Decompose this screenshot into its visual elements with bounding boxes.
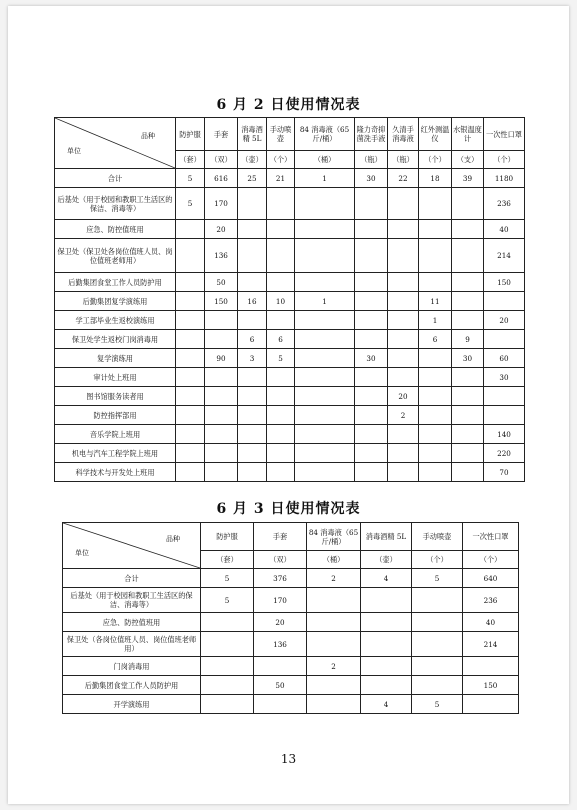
table-row [55, 463, 525, 482]
table-cell [295, 463, 355, 482]
table-cell [238, 444, 267, 463]
table-cell [201, 657, 254, 676]
table-cell: 2 [307, 569, 361, 588]
table-cell [295, 387, 355, 406]
table-cell [307, 676, 361, 695]
table-cell: 5 [176, 169, 205, 188]
table-cell [238, 220, 267, 239]
table-cell [419, 239, 452, 273]
table-row [55, 188, 525, 220]
table-cell: 140 [484, 425, 525, 444]
table-row [55, 311, 525, 330]
table-cell [205, 311, 238, 330]
table-cell: 1 [295, 292, 355, 311]
table-cell [355, 220, 388, 239]
table-cell: 70 [484, 463, 525, 482]
row-label: 开学演练用 [63, 695, 201, 714]
table-cell [205, 368, 238, 387]
table-cell [388, 273, 419, 292]
table-cell: 39 [452, 169, 484, 188]
row-label: 复学演练用 [55, 349, 176, 368]
table-cell [307, 588, 361, 613]
row-label: 后勤集团复学演练用 [55, 292, 176, 311]
table-cell: 6 [419, 330, 452, 349]
table-cell [205, 387, 238, 406]
table1-header-unit: 单位 [67, 147, 81, 155]
table-cell [267, 463, 295, 482]
table1-unit-cell: （壶） [238, 151, 267, 169]
table-cell: 60 [484, 349, 525, 368]
table-cell [267, 406, 295, 425]
table1-header-item: 品种 [141, 132, 155, 140]
table2-column-header: 一次性口罩 [463, 523, 519, 551]
table2-header-item: 品种 [166, 535, 180, 543]
table-cell [412, 657, 463, 676]
row-label: 机电与汽车工程学院上班用 [55, 444, 176, 463]
row-label: 门岗消毒用 [63, 657, 201, 676]
table-cell: 150 [205, 292, 238, 311]
table-row [55, 239, 525, 273]
table-cell: 20 [388, 387, 419, 406]
table-cell [355, 292, 388, 311]
table-cell [205, 330, 238, 349]
table-cell [176, 239, 205, 273]
table-cell [361, 588, 412, 613]
table-cell [361, 657, 412, 676]
table2-unit-cell: （双） [254, 551, 307, 569]
table-cell [419, 425, 452, 444]
table1-header-row [55, 118, 525, 151]
table-cell [238, 387, 267, 406]
table-cell [267, 368, 295, 387]
table-cell [355, 444, 388, 463]
table-cell: 136 [205, 239, 238, 273]
table-cell [355, 239, 388, 273]
table-cell [176, 425, 205, 444]
table-cell [295, 349, 355, 368]
table-cell [419, 349, 452, 368]
table-row [55, 292, 525, 311]
table-cell [238, 463, 267, 482]
table-cell [238, 273, 267, 292]
table-cell: 4 [361, 695, 412, 714]
table-cell [238, 239, 267, 273]
table2-column-header: 84 消毒液（65 斤/桶） [307, 523, 361, 551]
table-cell: 150 [463, 676, 519, 695]
table1-unit-cell: （双） [205, 151, 238, 169]
table-cell [205, 406, 238, 425]
table-cell: 5 [267, 349, 295, 368]
table-cell: 1 [295, 169, 355, 188]
table-cell: 40 [463, 613, 519, 632]
table-cell [355, 387, 388, 406]
table-cell: 170 [254, 588, 307, 613]
table2-column-header: 防护服 [201, 523, 254, 551]
table-cell [201, 613, 254, 632]
table-cell: 30 [355, 169, 388, 188]
table1-unit-cell: （个） [419, 151, 452, 169]
table-cell: 11 [419, 292, 452, 311]
table-cell [355, 463, 388, 482]
table-cell: 1180 [484, 169, 525, 188]
table-cell [361, 613, 412, 632]
table-cell: 40 [484, 220, 525, 239]
table-cell [452, 406, 484, 425]
table-cell [452, 368, 484, 387]
table-cell [419, 406, 452, 425]
table2-header-unit: 单位 [75, 549, 89, 557]
table-row [55, 349, 525, 368]
table-cell: 18 [419, 169, 452, 188]
table-cell [388, 311, 419, 330]
row-label: 后勤集团食堂工作人员防护用 [63, 676, 201, 695]
table-cell: 5 [412, 569, 463, 588]
table-cell [238, 188, 267, 220]
table-cell [238, 425, 267, 444]
table-row [63, 695, 519, 714]
table-cell [355, 368, 388, 387]
table-cell [307, 613, 361, 632]
row-label: 图书馆服务读者用 [55, 387, 176, 406]
table-cell [176, 387, 205, 406]
table-cell: 20 [484, 311, 525, 330]
table-cell [176, 292, 205, 311]
table-cell [201, 632, 254, 657]
table1-unit-cell: （个） [484, 151, 525, 169]
table2-unit-cell: （套） [201, 551, 254, 569]
table-cell [361, 632, 412, 657]
table-cell [419, 188, 452, 220]
table-cell [388, 463, 419, 482]
table-cell: 21 [267, 169, 295, 188]
table-cell [388, 368, 419, 387]
table-row [55, 387, 525, 406]
table-cell: 616 [205, 169, 238, 188]
table-cell: 4 [361, 569, 412, 588]
table-cell [388, 188, 419, 220]
table-cell: 20 [254, 613, 307, 632]
table-cell [176, 330, 205, 349]
table-row [55, 220, 525, 239]
row-label: 后基处（用于校园和教职工生活区的保洁、消毒等） [63, 588, 201, 613]
table-cell [452, 425, 484, 444]
table1-unit-cell: （个） [267, 151, 295, 169]
table-cell [452, 188, 484, 220]
table-cell [463, 695, 519, 714]
table-cell [205, 425, 238, 444]
table-cell [388, 292, 419, 311]
table1-unit-cell: （套） [176, 151, 205, 169]
table1-unit-cell: （瓶） [355, 151, 388, 169]
table-cell: 9 [452, 330, 484, 349]
row-label: 音乐学院上班用 [55, 425, 176, 444]
table2-unit-cell: （壶） [361, 551, 412, 569]
table-cell [295, 188, 355, 220]
table-cell [388, 444, 419, 463]
table-cell: 50 [254, 676, 307, 695]
table-row [63, 613, 519, 632]
table-cell [484, 387, 525, 406]
table-cell [412, 676, 463, 695]
table-cell [355, 311, 388, 330]
table-cell: 2 [388, 406, 419, 425]
table-cell [419, 273, 452, 292]
table-cell [452, 220, 484, 239]
table-cell [254, 695, 307, 714]
table-cell [307, 632, 361, 657]
table-cell [254, 657, 307, 676]
table-cell [267, 444, 295, 463]
table2-unit-cell: （个） [463, 551, 519, 569]
table1-column-header: 手套 [205, 118, 238, 151]
table2-column-header: 消毒酒精 5L [361, 523, 412, 551]
usage-table-june-2 [54, 117, 525, 482]
table-cell: 50 [205, 273, 238, 292]
table-cell: 25 [238, 169, 267, 188]
table1-column-header: 隆力奇抑菌洗手液 [355, 118, 388, 151]
table1-unit-cell: （支） [452, 151, 484, 169]
row-label: 审计处上班用 [55, 368, 176, 387]
table-cell: 6 [238, 330, 267, 349]
table-row [55, 330, 525, 349]
table-cell [484, 406, 525, 425]
table-cell: 22 [388, 169, 419, 188]
table1-column-header: 消毒酒精 5L [238, 118, 267, 151]
table-cell [238, 406, 267, 425]
table1-column-header: 防护服 [176, 118, 205, 151]
row-label: 合计 [63, 569, 201, 588]
table-cell [267, 220, 295, 239]
usage-table-june-3 [62, 522, 519, 714]
table-cell [388, 425, 419, 444]
table-cell [452, 292, 484, 311]
table-cell [361, 676, 412, 695]
table-cell: 6 [267, 330, 295, 349]
table2-column-header: 手动喷壶 [412, 523, 463, 551]
table-cell [238, 368, 267, 387]
table-cell [388, 349, 419, 368]
row-label: 应急、防控值班用 [63, 613, 201, 632]
table-cell [388, 220, 419, 239]
table-cell [419, 387, 452, 406]
table-cell [176, 463, 205, 482]
table-cell [452, 273, 484, 292]
row-label: 保卫处（保卫处各岗位值班人员、岗位值班老师用） [55, 239, 176, 273]
table2-unit-cell: （桶） [307, 551, 361, 569]
table-cell [238, 311, 267, 330]
table-cell: 30 [355, 349, 388, 368]
table-row [55, 169, 525, 188]
table-cell: 16 [238, 292, 267, 311]
table-cell [355, 273, 388, 292]
table-cell [355, 188, 388, 220]
table-cell: 214 [484, 239, 525, 273]
table-cell: 136 [254, 632, 307, 657]
table2-title: 6 月 3 日使用情况表 [216, 501, 361, 517]
row-label: 应急、防控值班用 [55, 220, 176, 239]
table-cell [484, 292, 525, 311]
table-cell [388, 239, 419, 273]
table-cell [307, 695, 361, 714]
table-cell [295, 330, 355, 349]
table-row [63, 657, 519, 676]
table1-column-header: 手动喷壶 [267, 118, 295, 151]
table-cell: 236 [463, 588, 519, 613]
row-label: 合计 [55, 169, 176, 188]
table2-corner-cell [63, 523, 201, 569]
row-label: 学工部毕业生返校演练用 [55, 311, 176, 330]
table-cell [452, 444, 484, 463]
table-cell: 5 [201, 569, 254, 588]
table-cell [412, 632, 463, 657]
table-cell [295, 273, 355, 292]
table-cell: 170 [205, 188, 238, 220]
table-row [55, 368, 525, 387]
row-label: 后基处（用于校园和教职工生活区的保洁、消毒等） [55, 188, 176, 220]
table-cell: 220 [484, 444, 525, 463]
row-label: 科学技术与开发处上班用 [55, 463, 176, 482]
table2-unit-cell: （个） [412, 551, 463, 569]
table-cell [205, 444, 238, 463]
table-cell [205, 463, 238, 482]
table1-unit-cell: （瓶） [388, 151, 419, 169]
table-cell [176, 220, 205, 239]
table1-column-header: 一次性口罩 [484, 118, 525, 151]
table-cell: 1 [419, 311, 452, 330]
table-cell [176, 444, 205, 463]
row-label: 防控指挥部用 [55, 406, 176, 425]
table-cell: 20 [205, 220, 238, 239]
table-cell [267, 425, 295, 444]
row-label: 保卫处学生返校门岗消毒用 [55, 330, 176, 349]
table-cell: 30 [484, 368, 525, 387]
table-cell [176, 406, 205, 425]
table-cell [412, 613, 463, 632]
table-cell: 5 [412, 695, 463, 714]
table-cell [295, 311, 355, 330]
table-cell [355, 330, 388, 349]
table-cell: 214 [463, 632, 519, 657]
table-cell: 640 [463, 569, 519, 588]
table-cell: 5 [176, 188, 205, 220]
table-row [55, 273, 525, 292]
table-cell [412, 588, 463, 613]
table-cell [176, 349, 205, 368]
table-cell: 2 [307, 657, 361, 676]
table1-corner-cell [55, 118, 176, 169]
table-cell [201, 695, 254, 714]
table-row [55, 425, 525, 444]
table-cell [295, 239, 355, 273]
table-cell [452, 311, 484, 330]
table-cell: 5 [201, 588, 254, 613]
table-cell [295, 368, 355, 387]
table-cell [267, 387, 295, 406]
table-cell [295, 444, 355, 463]
table-row [63, 676, 519, 695]
row-label: 后勤集团食堂工作人员防护用 [55, 273, 176, 292]
table-cell [267, 188, 295, 220]
table-cell [267, 239, 295, 273]
table-cell: 10 [267, 292, 295, 311]
table-cell [295, 220, 355, 239]
table1-title: 6 月 2 日使用情况表 [216, 97, 361, 113]
table-cell [355, 425, 388, 444]
table-cell [176, 368, 205, 387]
table2-column-header: 手套 [254, 523, 307, 551]
table-cell [419, 463, 452, 482]
table-cell: 236 [484, 188, 525, 220]
table-cell [267, 311, 295, 330]
table-cell [355, 406, 388, 425]
table-cell [463, 657, 519, 676]
table-cell [176, 273, 205, 292]
table-cell [201, 676, 254, 695]
table-cell: 376 [254, 569, 307, 588]
table-cell [419, 444, 452, 463]
table-cell: 30 [452, 349, 484, 368]
table-cell [452, 463, 484, 482]
table-cell: 150 [484, 273, 525, 292]
table-cell [452, 387, 484, 406]
table-cell [388, 330, 419, 349]
table-cell [295, 406, 355, 425]
table-cell [484, 330, 525, 349]
table1-column-header: 水银温度计 [452, 118, 484, 151]
table-cell [295, 425, 355, 444]
table-cell [452, 239, 484, 273]
table-row [55, 406, 525, 425]
table-cell [267, 273, 295, 292]
table-row [55, 444, 525, 463]
table-row [63, 569, 519, 588]
table-cell: 90 [205, 349, 238, 368]
table1-column-header: 久清手消毒液 [388, 118, 419, 151]
table-cell [419, 220, 452, 239]
table-cell [176, 311, 205, 330]
table-row [63, 632, 519, 657]
page-number: 13 [280, 752, 297, 766]
table-row [63, 588, 519, 613]
row-label: 保卫处（各岗位值班人员、岗位值班老师用） [63, 632, 201, 657]
table1-column-header: 红外测温仪 [419, 118, 452, 151]
table1-column-header: 84 消毒液（65 斤/桶） [295, 118, 355, 151]
table1-unit-cell: （桶） [295, 151, 355, 169]
table2-header-row [63, 523, 519, 551]
table-cell [419, 368, 452, 387]
table-cell: 3 [238, 349, 267, 368]
